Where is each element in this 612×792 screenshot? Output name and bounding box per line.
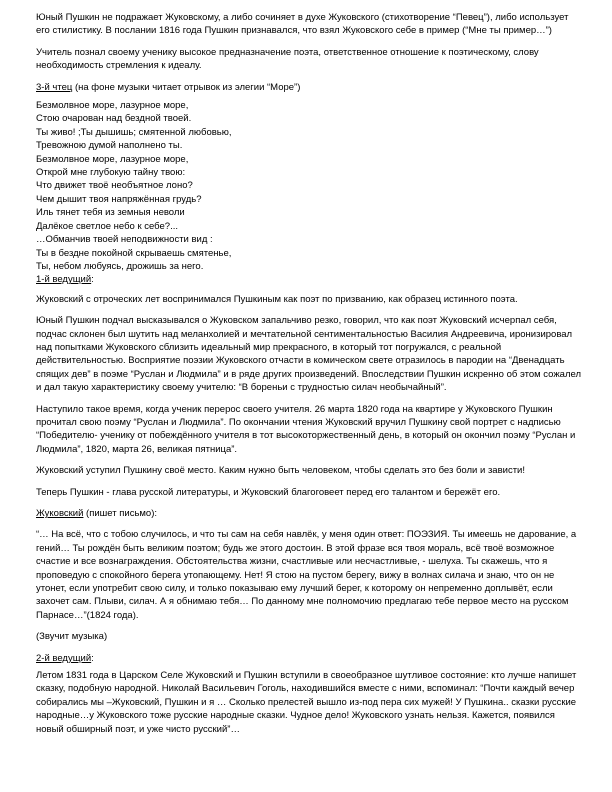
speaker-1-label: 1-й ведущий — [36, 274, 92, 286]
speaker-line-3 — [36, 81, 582, 94]
poem-line: Что движет твоё необъятное лоно? — [36, 180, 193, 192]
speaker-zhukovsky-label: Жуковский — [36, 508, 84, 519]
poem-line: Чем дышит твоя напряжённая грудь? — [36, 193, 202, 205]
speaker-3-note: (на фоне музыки читает отрывок из элегии “Море”) — [72, 81, 301, 93]
speaker-1-colon: : — [91, 274, 94, 286]
poem-line: Ты, небом любуясь, дрожишь за него. — [36, 260, 204, 272]
poem-line: Безмолвное море, лазурное море, — [36, 153, 189, 165]
poem-line: Открой мне глубокую тайну твою: — [36, 167, 186, 179]
paragraph-7: Теперь Пушкин - глава русской литературы, и Жуковский благоговеет перед его талантом и бережёт его. — [36, 486, 501, 498]
poem-sea — [36, 99, 582, 273]
paragraph-10: Летом 1831 года в Царском Селе Жуковский и Пушкин вступили в своеобразное шутливое состояние: кто лучше напишет сказку, подобную народной. Николай Васильевич Гоголь, находившийся вместе с ними, вспоминал: “Почти каждый вечер собирались мы –Жуковский, Пушкин и я … Сколько прелестей вышло из-под пера сих мужей! У Пушкина.. сказки русские народные…у Жуковского тоже русские народные сказки. Чудное дело! Жуковского узнать нельзя. Кажется, появился новый обширный поэт, и уже чисто русский”… — [36, 670, 577, 735]
speaker-3-label: 3-й чтец — [36, 81, 73, 93]
document-page — [36, 11, 582, 736]
paragraph-5: Наступило такое время, когда ученик перерос своего учителя. 26 марта 1820 года на квартире у Жуковского Пушкин прочитал свою поэму “Руслан и Людмила”. По окончании чтения Жуковский вручил Пушкину свой портрет с надписью “Победителю- ученику от побеждённого учителя в тот высокоторжественный день, в который он окончил поэму “Руслан и Людмила”, 1820, марта 26, великая пятница”. — [36, 403, 576, 455]
poem-line: Далёкое светлое небо к себе?... — [36, 220, 178, 232]
speaker-2-label: 2-й ведущий — [36, 652, 92, 664]
paragraph-2: Учитель познал своему ученику высокое предназначение поэта, ответственное отношение к поэтическому, слову необходимость стремления к идеалу. — [36, 46, 539, 72]
poem-line: Ты в бездне покойной скрываешь смятенье, — [36, 247, 232, 259]
speaker-line-1 — [36, 273, 582, 286]
paragraph-3: Жуковский с отроческих лет воспринимался Пушкиным как поэт по призванию, как образец истинного поэта. — [36, 293, 518, 305]
poem-line: Стою очарован над бездной твоей. — [36, 113, 192, 125]
poem-line: Ты живо! ;Ты дышишь; смятенной любовью, — [36, 126, 232, 138]
poem-line: Безмолвное море, лазурное море, — [36, 100, 189, 112]
paragraph-4: Юный Пушкин подчал высказывался о Жуковском запальчиво резко, говорил, что как поэт Жуковский исчерпал себя, подчас склонен был шутить над меланхолией и мечтательной сентиментальностью Василия Андреевича, иронизировал над попытками Жуковского сблизить идеальный мир прекрасного, в который тот погружался, с реальной действительностью. Восприятие поэзии Жуковского отчасти в комическом свете отразилось в пародии на “Двенадцать спящих дев” в поэме “Руслан и Людмила” и в ряде других произведений. Впоследствии Пушкин искренно об этом сожалел и дал такую характеристику своему учителю: “В бореньи с трудностью силач необычайный”. — [36, 315, 582, 394]
paragraph-6: Жуковский уступил Пушкину своё место. Каким нужно быть человеком, чтобы сделать это без боли и зависти! — [36, 465, 525, 477]
speaker-zhukovsky-note: (пишет письмо): — [83, 508, 158, 519]
speaker-line-zhukovsky — [36, 507, 582, 520]
speaker-line-2 — [36, 652, 582, 665]
paragraph-8-letter: “… На всё, что с тобою случилось, и что ты сам на себя навлёк, у меня один ответ: ПОЭЗИЯ. Ты имеешь не дарование, а гений… Ты рождён быть великим поэтом; будь же этого достоин. В этой фразе вся твоя мораль, всё твоё возможное счастие и все вознаграждения. Обстоятельства жизни, счастливые или несчастливые, - шелуха. Ты скажешь, что я проповедую с спокойного берега утопающему. Нет! Я стою на пустом берегу, вижу в волнах силача и знаю, что он не утонет, если употребит свою силу, и только показываю ему лучший берег, к которому он непременно доплывёт, если захочет сам. Плыви, силач. А я обнимаю тебя… По данному мне полномочию предлагаю тебе первое место на русском Парнасе…”(1824 года). — [36, 529, 577, 621]
paragraph-1: Юный Пушкин не подражает Жуковскому, а либо сочиняет в духе Жуковского (стихотворение “Певец”), либо использует его стилистику. В послании 1816 года Пушкин признавался, что взял Жуковского себе в пример (“Мне ты пример…”) — [36, 12, 569, 37]
speaker-2-colon: : — [91, 652, 94, 664]
poem-line: Тревожною думой наполнено ты. — [36, 140, 183, 152]
poem-line: Иль тянет тебя из земныя неволи — [36, 207, 185, 219]
poem-line: …Обманчив твоей неподвижности вид : — [36, 234, 213, 246]
paragraph-9-music: (Звучит музыка) — [36, 631, 108, 643]
